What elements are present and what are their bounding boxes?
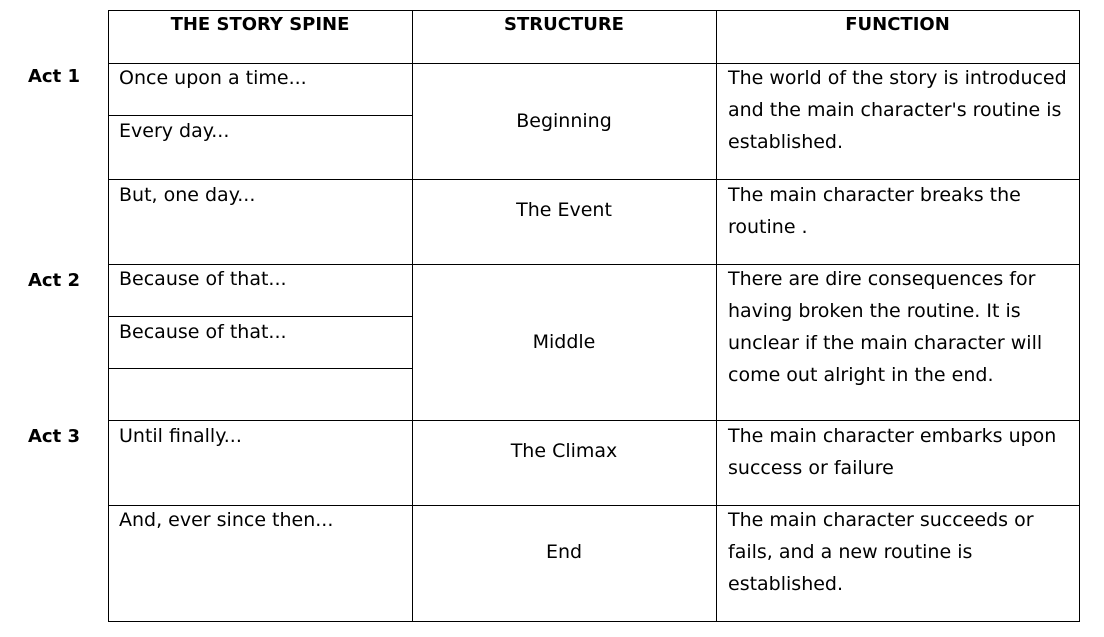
spine-but-one-day: But, one day...	[119, 184, 256, 206]
spine-because-of-that-1: Because of that...	[119, 268, 287, 290]
function-line: established.	[728, 573, 844, 595]
spine-until-finally: Until finally...	[119, 425, 242, 447]
function-end	[728, 504, 1034, 600]
function-line: The main character embarks upon	[728, 425, 1057, 447]
function-line: routine .	[728, 216, 808, 238]
structure-beginning: Beginning	[516, 110, 612, 132]
structure-the-event: The Event	[516, 199, 612, 221]
function-line: The world of the story is introduced	[728, 67, 1067, 89]
structure-the-climax: The Climax	[510, 440, 618, 462]
spine-every-day: Every day...	[119, 120, 230, 142]
function-line: The main character succeeds or	[728, 509, 1034, 531]
table-border-bottom	[108, 621, 1080, 622]
function-line: The main character breaks the	[728, 184, 1021, 206]
function-middle	[728, 263, 1042, 391]
header-structure: STRUCTURE	[504, 14, 624, 35]
sub-row-divider	[108, 368, 412, 369]
act-label-3: Act 3	[28, 426, 80, 447]
function-line: unclear if the main character will	[728, 332, 1043, 354]
header-story-spine: THE STORY SPINE	[170, 14, 350, 35]
table-divider-1	[412, 10, 413, 622]
table-border-right	[1079, 10, 1080, 622]
spine-once-upon-a-time: Once upon a time...	[119, 67, 307, 89]
header-function: FUNCTION	[845, 14, 950, 35]
act-label-1: Act 1	[28, 66, 80, 87]
structure-end: End	[545, 541, 583, 563]
function-line: having broken the routine. It is	[728, 300, 1021, 322]
function-line: There are dire consequences for	[728, 268, 1036, 290]
act-label-2: Act 2	[28, 270, 80, 291]
function-the-climax	[728, 420, 1056, 484]
function-line: established.	[728, 131, 844, 153]
function-beginning	[728, 62, 1067, 158]
spine-because-of-that-2: Because of that...	[119, 321, 287, 343]
table-divider-2	[716, 10, 717, 622]
function-line: and the main character's routine is	[728, 99, 1062, 121]
function-line: fails, and a new routine is	[728, 541, 973, 563]
structure-middle: Middle	[532, 331, 596, 353]
spine-ever-since-then: And, ever since then...	[119, 509, 334, 531]
function-the-event	[728, 179, 1021, 243]
function-line: success or failure	[728, 457, 894, 479]
function-line: come out alright in the end.	[728, 364, 994, 386]
table-border-top	[108, 10, 1080, 11]
